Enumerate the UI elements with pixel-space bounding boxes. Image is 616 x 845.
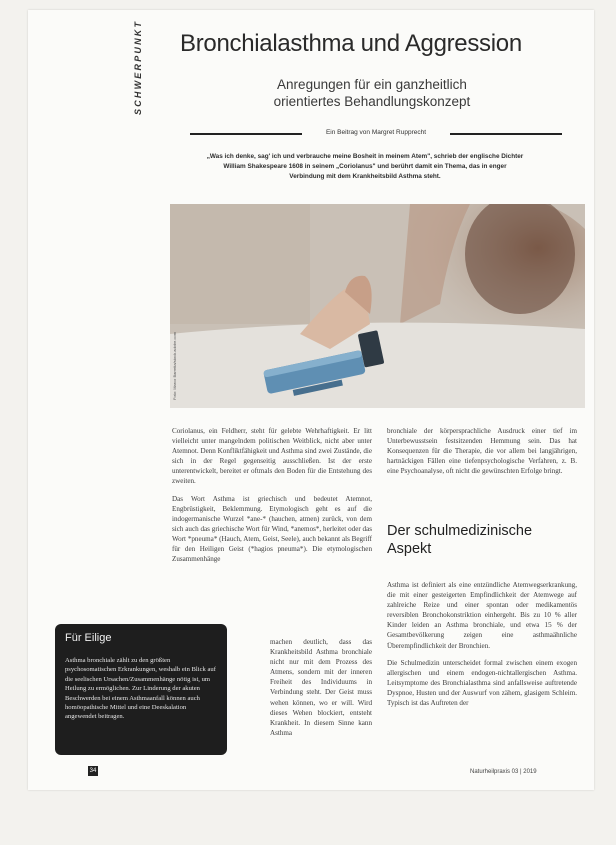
heading-line: Aspekt [387,541,432,557]
page-number: 34 [89,768,97,774]
summary-box [55,624,227,755]
intro-line: William Shakespeare 1608 in seinem „Coriolanus" und berührt damit ein Thema, das in enger [223,163,507,170]
intro-paragraph [160,152,570,182]
article-title: Bronchialasthma und Aggression [180,30,522,57]
column-2-continued [387,580,577,715]
heading-line: Der schulmedizinische [387,523,533,539]
paragraph: Die Schulmedizin unterscheidet formal zwischen einem exogen allergischen und einem endogen-nichtallergischen Asthma. Leitsymptome des Bronchialasthma sind anfallsweise auftretende Dyspnoe, Husten und der Auswurf von zähem, glasigem Schleim. Typisch ist das Auftreten der [387,658,577,708]
column-1-continued [270,637,372,745]
summary-box-title: Für Eilige [65,632,112,644]
paragraph: bronchiale der körpersprachliche Ausdruck einer tief im Unterbewusstsein festsitzenden Hemmung sein. Das hat Konsequenzen für die Therapie, die vor allem bei langjährigen, hartnäckigen Fällen eine tiefenpsychologische Verfahren, z. B. eine Psychoanalyse, oft nicht die gewünschten Erfolge bringt. [387,427,577,476]
section-heading [387,522,577,558]
article-photo [170,204,585,408]
photo-credit: Foto: Marco Barretta/stock.adobe.com [172,331,177,400]
footer-publication: Naturheilpraxis 03 | 2019 [470,769,537,775]
paragraph: Coriolanus, ein Feldherr, steht für gelebte Wehrhaftigkeit. Er litt vielleicht unter mangelndem politischen Weitblick, nicht aber unter Atemnot. Denn Konfliktfähigkeit und Asthma sind zwei Zustände, die sich in der Regel gegenseitig ausschließen. Ist der erste unterentwickelt, bereitet er oftmals den Boden für die Entstehung des zweiten. [172,427,372,486]
subtitle-line: Anregungen für ein ganzheitlich [277,77,467,92]
paragraph: Das Wort Asthma ist griechisch und bedeutet Atemnot, Engbrüstigkeit, Beklemmung. Etymologisch geht es auf die indogermanische Wurzel *ane-* (hauchen, atmen) zurück, von dem sich auch das griechische Wort für Wind, *anemos*, herleitet oder das Wort *pneuma* (Hauch, Atem, Geist, Seele), auch bekannt als Begriff für den Heiligen Geist (*hagios pneuma*). Die etymologischen Zusammenhänge [172,494,372,564]
article-subtitle [222,76,522,110]
subtitle-line: orientiertes Behandlungskonzept [273,94,471,109]
column-2 [387,426,577,483]
paragraph: machen deutlich, dass das Krankheitsbild Asthma bronchiale nicht nur mit dem Prozess des Atmens, sondern mit der inneren Freiheit des Individuums in Verbindung steht. Der Geist muss wehen können, wo er will. Wird dieses Wehen blockiert, entsteht Krankheit. In diesem Sinne kann Asthma [270,638,372,737]
intro-line: „Was ich denke, sag' ich und verbrauche meine Bosheit in meinem Atem", schrieb der englische Dichter [206,153,524,160]
intro-line: Verbindung mit dem Krankheitsbild Asthma steht. [289,173,441,180]
paragraph: Asthma ist definiert als eine entzündliche Atemwegserkrankung, die mit einer gesteigerten Empfindlichkeit der Atemwege auf zahlreiche Reize und einer spontan oder medikamentös reversiblen Bronchokonstriktion einhergeht. Bis zu 10 % aller Kinder leiden an Asthma bronchiale, und etwa 15 % der Gesamtbevölkerung zeigen eine asthmaähnliche Überempfindlichkeit der Bronchien. [387,581,577,650]
photo-illustration [170,204,585,408]
byline: Ein Beitrag von Margret Rupprecht [325,129,427,136]
section-label: SCHWERPUNKT [133,19,143,115]
column-1 [172,426,372,571]
byline-row [190,129,562,139]
summary-box-text: Asthma bronchiale zählt zu den größten psychosomatischen Erkrankungen, weshalb ein Blick auf die seelischen Ursachen/Zusammenhänge nötig ist, um Heilung zu ermöglichen. Zur Linderung der akuten Beschwerden bei einem Asthmaanfall können auch homöopathische Mittel und eine Deeskalation angewendet beitragen. [65,657,216,721]
